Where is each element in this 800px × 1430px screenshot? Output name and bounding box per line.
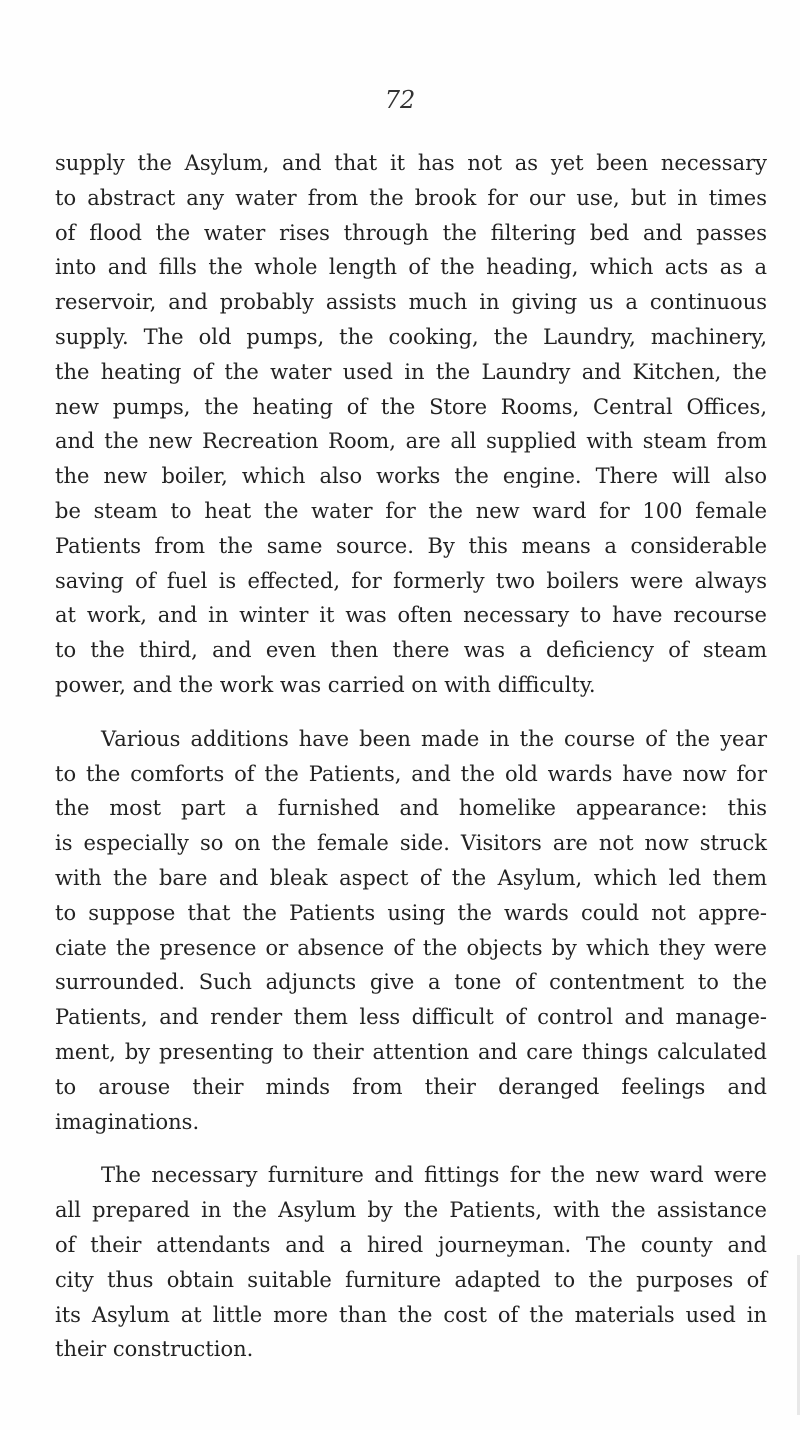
- text-line: and the new Recreation Room, are all supplied with steam from: [55, 429, 767, 454]
- text-line: supply. The old pumps, the cooking, the Laundry, machinery,: [55, 324, 767, 349]
- text-line: The necessary furniture and fittings for the new ward were: [101, 1163, 767, 1188]
- text-line: city thus obtain suitable furniture adapted to the purposes of: [55, 1267, 767, 1292]
- text-line: surrounded. Such adjuncts give a tone of contentment to the: [55, 970, 767, 995]
- text-line: the most part a furnished and homelike appearance: this: [55, 796, 767, 821]
- text-line: to the comforts of the Patients, and the old wards have now for: [55, 761, 767, 786]
- text-line: supply the Asylum, and that it has not as yet been necessary: [55, 151, 767, 175]
- text-line: of flood the water rises through the filtering bed and passes: [55, 220, 767, 245]
- text-line: its Asylum at little more than the cost of the materials used in: [55, 1302, 767, 1327]
- text-line: their construction.: [55, 1337, 254, 1362]
- text-line: ciate the presence or absence of the objects by which they were: [55, 935, 767, 960]
- text-line: to arouse their minds from their deranged feelings and: [55, 1074, 767, 1099]
- text-line: the heating of the water used in the Laundry and Kitchen, the: [55, 359, 767, 384]
- text-line: of their attendants and a hired journeyman. The county and: [55, 1232, 767, 1257]
- text-line: saving of fuel is effected, for formerly two boilers were always: [55, 568, 767, 593]
- paragraph-spacer: [55, 703, 767, 722]
- text-line: with the bare and bleak aspect of the Asylum, which led them: [55, 865, 767, 890]
- text-line: all prepared in the Asylum by the Patients, with the assistance: [55, 1198, 767, 1223]
- text-line: to suppose that the Patients using the wards could not appre-: [55, 900, 767, 925]
- text-line: reservoir, and probably assists much in giving us a continuous: [55, 290, 767, 315]
- text-line: the new boiler, which also works the engine. There will also: [55, 464, 767, 489]
- text-line: power, and the work was carried on with difficulty.: [55, 672, 596, 697]
- text-line: new pumps, the heating of the Store Rooms, Central Offices,: [55, 394, 767, 419]
- body-text: [55, 146, 767, 1367]
- text-line: to abstract any water from the brook for our use, but in times: [55, 185, 767, 210]
- text-line: Various additions have been made in the course of the year: [101, 726, 767, 751]
- text-line: be steam to heat the water for the new ward for 100 female: [55, 498, 767, 523]
- text-line: Patients from the same source. By this means a considerable: [55, 533, 767, 558]
- paragraph-water-supply: [55, 146, 767, 703]
- paragraph-spacer: [55, 1139, 767, 1158]
- text-line: is especially so on the female side. Visitors are not now struck: [55, 831, 767, 856]
- paragraph-furniture: [55, 1158, 767, 1367]
- text-line: ment, by presenting to their attention and care things calculated: [55, 1039, 767, 1064]
- text-line: imaginations.: [55, 1109, 200, 1134]
- text-line: to the third, and even then there was a deficiency of steam: [55, 638, 767, 663]
- page-number: 72: [384, 86, 416, 114]
- text-line: Patients, and render them less difficult of control and manage-: [55, 1005, 767, 1030]
- text-line: into and fills the whole length of the heading, which acts as a: [55, 255, 767, 280]
- paragraph-comforts: [55, 722, 767, 1140]
- text-line: at work, and in winter it was often necessary to have recourse: [55, 603, 767, 628]
